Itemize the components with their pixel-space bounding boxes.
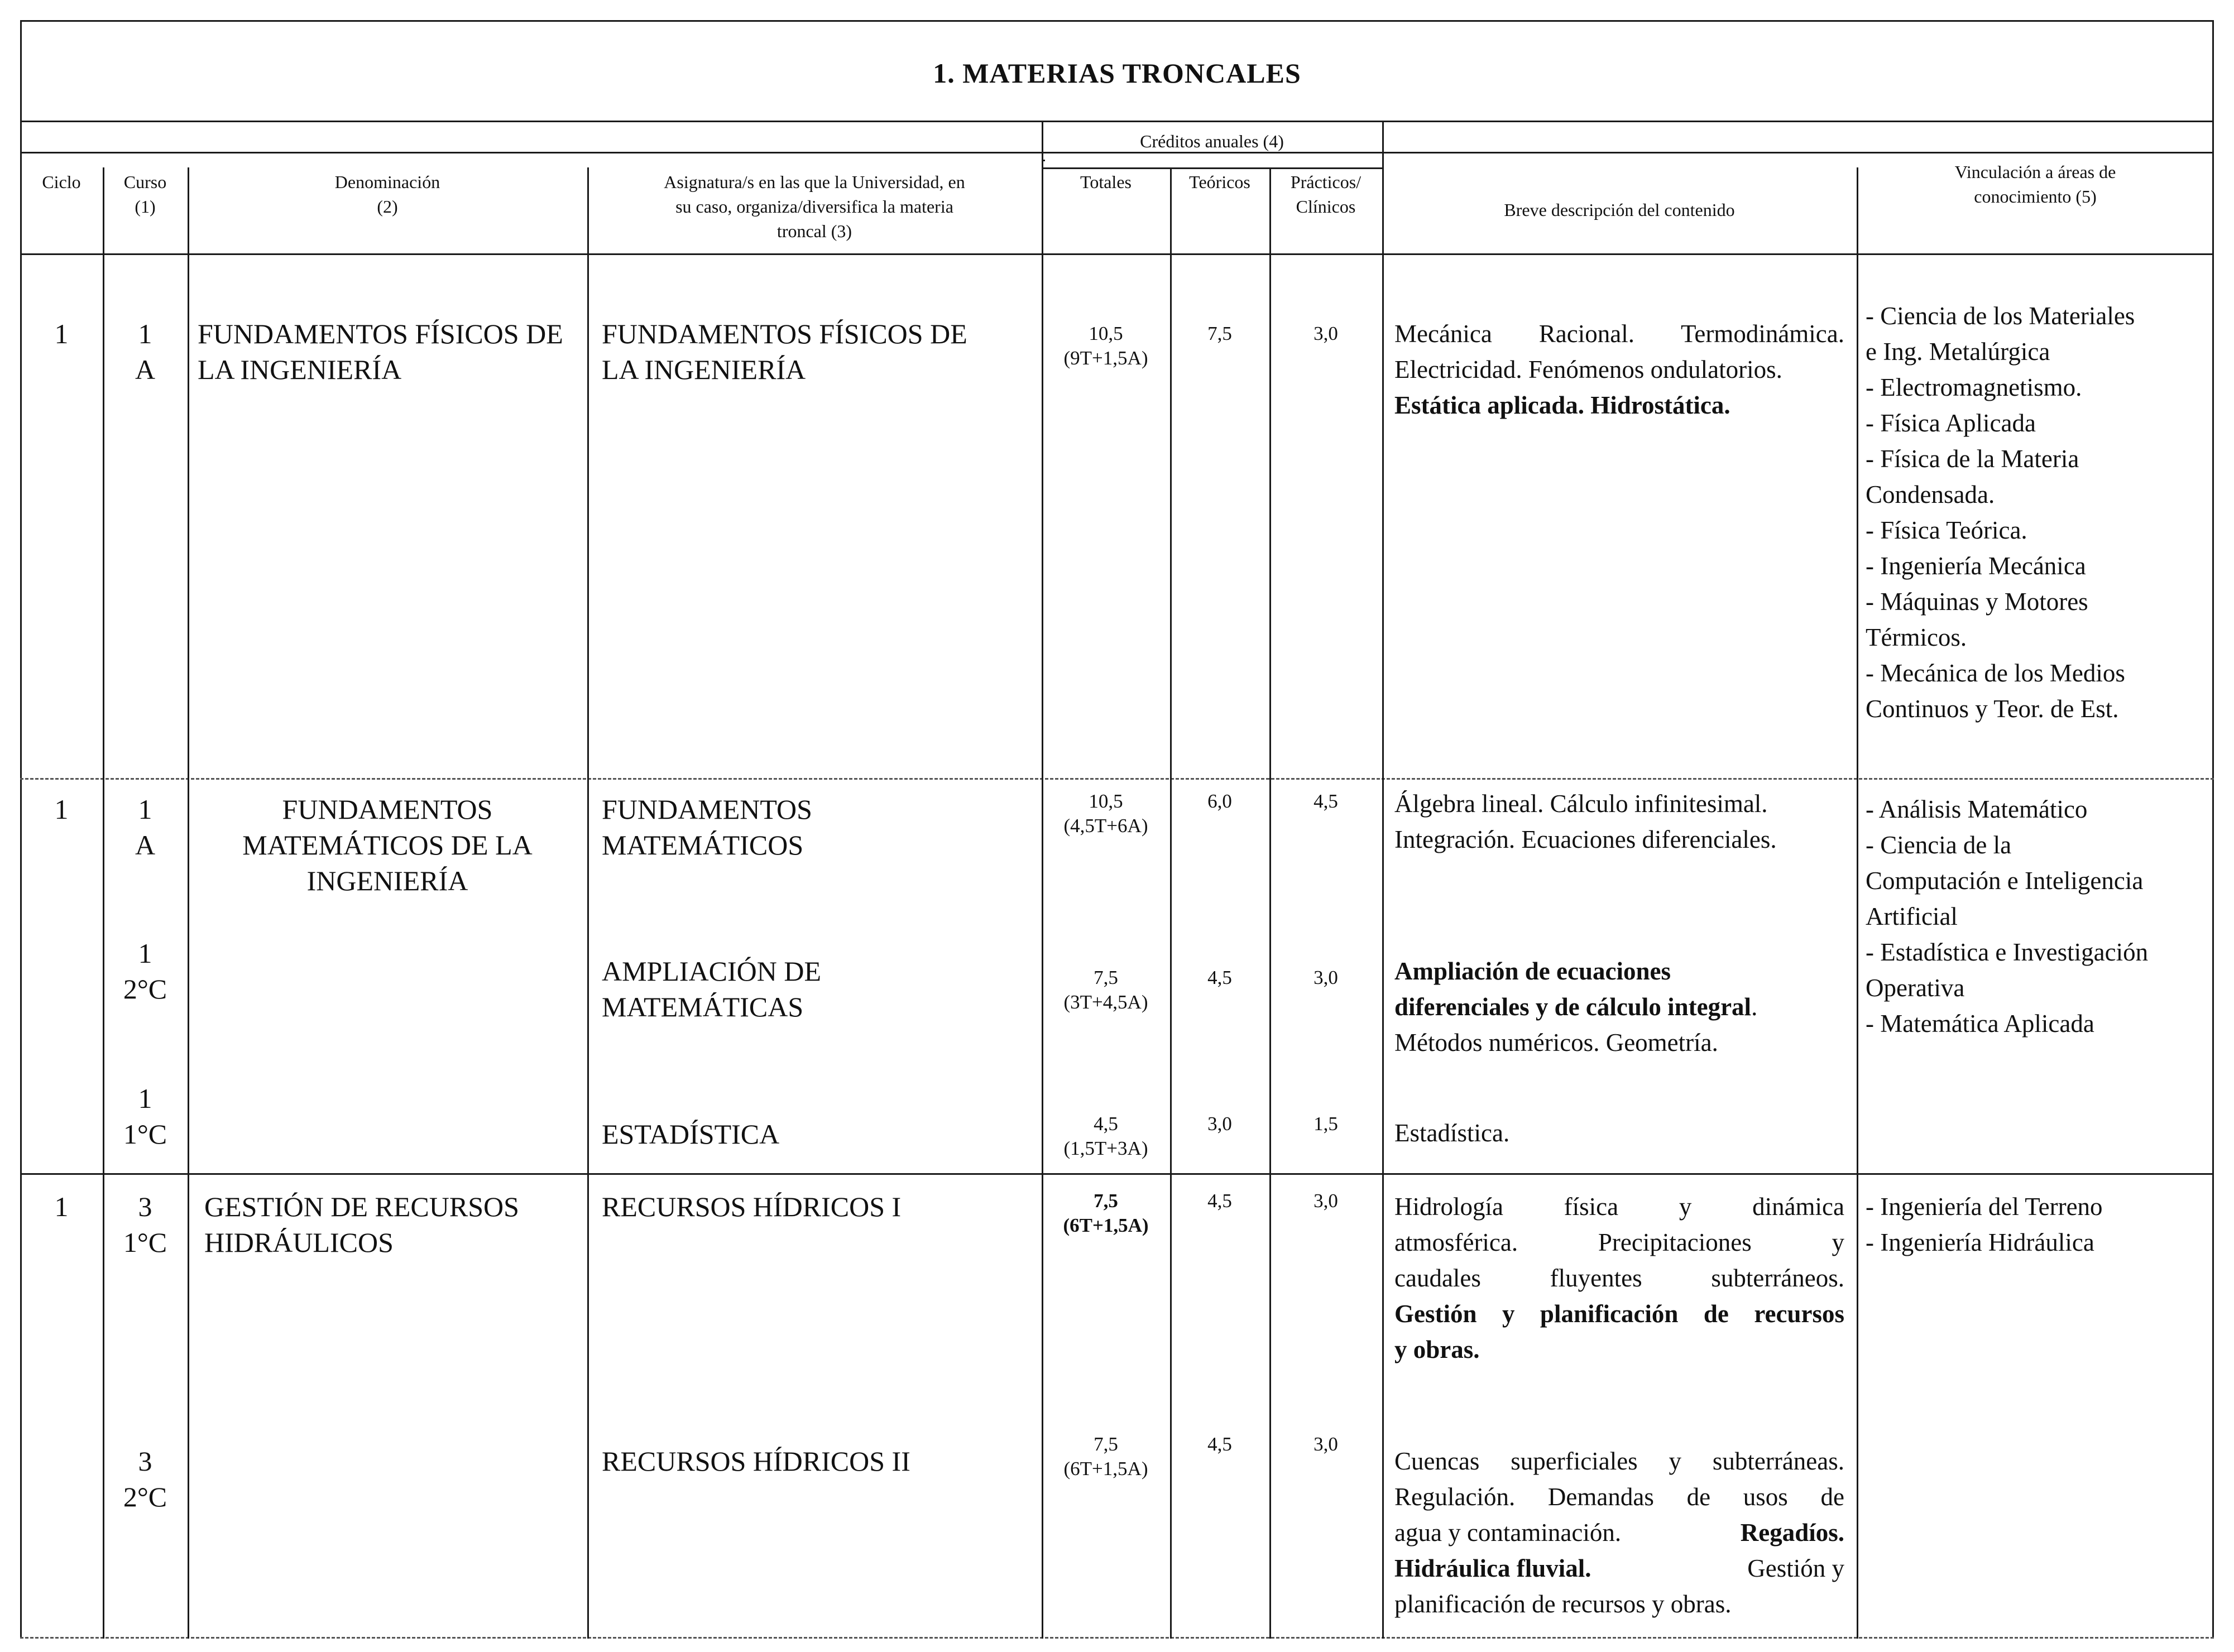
top-border <box>20 20 2214 22</box>
row3-denominacion-line: GESTIÓN DE RECURSOS <box>204 1191 519 1222</box>
area-item: - Matemática Aplicada <box>1866 1010 2094 1038</box>
descripcion-bold-line: Ampliación de ecuaciones <box>1394 957 1671 985</box>
area-item: - Mecánica de los Medios <box>1866 659 2125 687</box>
row3-s1-descripcion <box>1394 1189 1844 1367</box>
header-descripcion: Breve descripción del contenido <box>1504 200 1735 220</box>
header-bottom-line <box>20 253 2214 255</box>
row2-s2-totales <box>1042 966 1170 1015</box>
row2-s3-descripcion <box>1394 1115 1509 1151</box>
totales-breakdown: (3T+4,5A) <box>1063 991 1148 1013</box>
descripcion-line: Estadística. <box>1394 1119 1510 1147</box>
row1-descripcion <box>1394 316 1844 423</box>
descripcion-line: Regulación. Demandas de usos de <box>1394 1483 1844 1511</box>
row2-s1-asignatura <box>602 791 812 863</box>
area-item: Térmicos. <box>1866 623 1967 651</box>
area-item: - Ingeniería Mecánica <box>1866 552 2086 580</box>
descripcion-line: Hidrología física y dinámica <box>1394 1193 1844 1221</box>
row2-s2-asignatura <box>602 953 821 1025</box>
area-item: Artificial <box>1866 902 1958 930</box>
descripcion-line: Integración. Ecuaciones diferenciales. <box>1394 825 1777 853</box>
row2-denominacion-line: FUNDAMENTOS <box>282 794 493 825</box>
row1-asignatura-line: LA INGENIERÍA <box>602 354 806 385</box>
header-denominacion-line: (2) <box>377 196 398 217</box>
curso-line: 1 <box>138 794 152 825</box>
left-border <box>20 20 22 1639</box>
row-separator-1 <box>20 778 2214 780</box>
descripcion-line: agua y contaminación. <box>1394 1519 1622 1547</box>
header-asignatura-line: troncal (3) <box>776 221 852 241</box>
descripcion-tail: . <box>1751 993 1758 1021</box>
row3-s1-practicos: 3,0 <box>1313 1190 1338 1212</box>
row2-s1-practicos: 4,5 <box>1313 790 1338 812</box>
descripcion-tail: planificación de recursos y obras. <box>1394 1590 1732 1618</box>
totales-breakdown: (6T+1,5A) <box>1063 1214 1149 1236</box>
area-item: Continuos y Teor. de Est. <box>1866 695 2119 723</box>
area-item: - Análisis Matemático <box>1866 795 2088 823</box>
header-vinculacion <box>1857 160 2214 209</box>
descripcion-line: Cuencas superficiales y subterráneas. <box>1394 1447 1844 1475</box>
col-line-ciclo <box>103 167 104 1639</box>
col-line-practicos <box>1382 121 1384 1639</box>
header-teoricos: Teóricos <box>1189 172 1250 192</box>
row3-s2-totales <box>1042 1432 1170 1481</box>
area-item: e Ing. Metalúrgica <box>1866 338 2050 366</box>
area-item: - Ingeniería del Terreno <box>1866 1193 2103 1221</box>
row1-curso-line: 1 <box>138 318 152 349</box>
curso-line: 2°C <box>123 973 167 1005</box>
area-item: Operativa <box>1866 974 1965 1002</box>
area-item: - Estadística e Investigación <box>1866 938 2149 966</box>
header-totales: Totales <box>1080 172 1132 192</box>
totales-breakdown: (4,5T+6A) <box>1063 815 1148 837</box>
header-curso-line: Curso <box>123 172 167 192</box>
asignatura-line: ESTADÍSTICA <box>602 1118 780 1150</box>
descripcion-tail: Gestión y <box>1747 1554 1844 1582</box>
row1-asignatura <box>602 316 967 387</box>
row1-asignatura-line: FUNDAMENTOS FÍSICOS DE <box>602 318 967 349</box>
descripcion-line: caudales fluyentes subterráneos. <box>1394 1264 1844 1292</box>
row3-s2-asignatura <box>602 1443 910 1479</box>
row3-s1-teoricos: 4,5 <box>1207 1190 1232 1212</box>
area-item: - Máquinas y Motores <box>1866 588 2088 616</box>
row1-denominacion-line: LA INGENIERÍA <box>198 354 402 385</box>
header-asignatura-line: Asignatura/s en las que la Universidad, en <box>664 172 965 192</box>
row3-s2-practicos: 3,0 <box>1313 1433 1338 1455</box>
row2-denominacion-line: MATEMÁTICOS DE LA <box>242 829 533 861</box>
row1-practicos: 3,0 <box>1313 323 1338 344</box>
curso-line: 3 <box>138 1446 152 1477</box>
row1-denominacion <box>198 316 563 387</box>
header-ciclo: Ciclo <box>42 172 81 192</box>
row1-totales-value: 10,5 <box>1089 323 1123 344</box>
descripcion-bold-line: diferenciales y de cálculo integral <box>1394 993 1752 1021</box>
row2-s3-practicos: 1,5 <box>1313 1113 1338 1135</box>
totales-value: 7,5 <box>1094 1433 1118 1455</box>
row1-descripcion-bold: Estática aplicada. Hidrostática. <box>1394 391 1730 419</box>
totales-value: 7,5 <box>1094 967 1118 988</box>
row2-s3-totales <box>1042 1112 1170 1161</box>
row3-vinculacion <box>1866 1189 2103 1260</box>
row3-ciclo: 1 <box>54 1191 69 1222</box>
row2-denominacion-line: INGENIERÍA <box>306 865 468 896</box>
row3-s2-descripcion <box>1394 1443 1844 1622</box>
row2-denominacion <box>188 791 587 899</box>
row2-s2-descripcion <box>1394 953 1757 1060</box>
row1-ciclo: 1 <box>54 318 69 349</box>
area-item: Computación e Inteligencia <box>1866 867 2144 895</box>
asignatura-line: MATEMÁTICAS <box>602 991 804 1022</box>
row3-denominacion <box>204 1189 519 1260</box>
curso-line: 2°C <box>123 1481 167 1512</box>
totales-breakdown: (6T+1,5A) <box>1063 1458 1148 1480</box>
page-title: 1. MATERIAS TRONCALES <box>933 57 1301 89</box>
row2-s1-teoricos: 6,0 <box>1207 790 1232 812</box>
asignatura-line: AMPLIACIÓN DE <box>602 955 822 987</box>
header-vinculacion-line: conocimiento (5) <box>1974 186 2097 206</box>
totales-value: 7,5 <box>1094 1190 1118 1212</box>
row1-vinculacion <box>1866 298 2135 727</box>
descripcion-line: Métodos numéricos. Geometría. <box>1394 1029 1718 1056</box>
row2-s3-asignatura <box>602 1116 779 1152</box>
col-line-teoricos <box>1269 167 1271 1639</box>
col-line-denominacion <box>587 167 589 1639</box>
descripcion-bold-line: Gestión y planificación de recursos <box>1394 1300 1844 1328</box>
header-practicos-line: Prácticos/ <box>1290 172 1362 192</box>
row1-curso-line: A <box>135 354 156 385</box>
header-denominacion-line: Denominación <box>334 172 440 192</box>
credits-subheader-line <box>1042 167 1382 169</box>
row1-teoricos: 7,5 <box>1207 323 1232 344</box>
row3-s2-curso <box>103 1443 188 1515</box>
row2-s1-descripcion <box>1394 786 1777 857</box>
descripcion-line: atmosférica. Precipitaciones y <box>1394 1228 1844 1256</box>
asignatura-line: RECURSOS HÍDRICOS II <box>602 1446 910 1477</box>
header-denominacion <box>188 170 587 219</box>
right-border <box>2212 20 2214 1639</box>
row2-s2-curso <box>103 935 188 1007</box>
row2-s3-curso <box>103 1080 188 1152</box>
area-item: - Ciencia de la <box>1866 831 2012 859</box>
row1-descripcion-line: Electricidad. Fenómenos ondulatorios. <box>1394 356 1782 383</box>
row3-s1-totales <box>1042 1189 1170 1238</box>
col-line-curso <box>188 167 189 1639</box>
header-creditos-anuales: Créditos anuales (4) <box>1140 131 1284 151</box>
totales-value: 10,5 <box>1089 790 1123 812</box>
area-item: - Ingeniería Hidráulica <box>1866 1228 2094 1256</box>
row2-ciclo: 1 <box>54 794 69 825</box>
row1-totales <box>1042 321 1170 371</box>
area-item: - Electromagnetismo. <box>1866 373 2082 401</box>
row1-descripcion-line: Mecánica Racional. Termodinámica. <box>1394 320 1844 348</box>
area-item: - Física Teórica. <box>1866 516 2027 544</box>
row3-denominacion-line: HIDRÁULICOS <box>204 1227 394 1258</box>
header-asignatura <box>587 170 1042 243</box>
header-practicos-line: Clínicos <box>1296 196 1356 217</box>
row3-s1-curso <box>103 1189 188 1260</box>
row3-s1-asignatura <box>602 1189 901 1224</box>
descripcion-bold-word: Regadíos. <box>1740 1519 1844 1547</box>
row2-vinculacion <box>1866 791 2148 1041</box>
descripcion-line: Álgebra lineal. Cálculo infinitesimal. <box>1394 790 1768 818</box>
col-line-descripcion <box>1857 167 1858 1639</box>
area-item: - Ciencia de los Materiales <box>1866 302 2135 330</box>
area-item: - Física de la Materia <box>1866 445 2079 473</box>
header-vinculacion-line: Vinculación a áreas de <box>1954 162 2116 182</box>
curso-line: A <box>135 829 156 861</box>
row2-s1-curso <box>103 791 188 863</box>
curso-line: 1 <box>138 1083 152 1114</box>
curso-line: 1°C <box>123 1118 167 1150</box>
row2-s2-practicos: 3,0 <box>1313 967 1338 988</box>
curso-line: 3 <box>138 1191 152 1222</box>
totales-breakdown: (1,5T+3A) <box>1063 1137 1148 1159</box>
curso-line: 1°C <box>123 1227 167 1258</box>
asignatura-line: MATEMÁTICOS <box>602 829 804 861</box>
col-line-totales <box>1170 167 1172 1639</box>
row1-denominacion-line: FUNDAMENTOS FÍSICOS DE <box>198 318 563 349</box>
header-curso-line: (1) <box>135 196 156 217</box>
totales-value: 4,5 <box>1094 1113 1118 1135</box>
area-item: - Física Aplicada <box>1866 409 2036 437</box>
row1-curso <box>103 316 188 387</box>
header-practicos <box>1269 170 1382 219</box>
header-asignatura-line: su caso, organiza/diversifica la materia <box>675 196 953 217</box>
asignatura-line: RECURSOS HÍDRICOS I <box>602 1191 902 1222</box>
bottom-edge <box>20 1637 2214 1639</box>
row-separator-2 <box>20 1173 2214 1175</box>
area-item: Condensada. <box>1866 481 1995 508</box>
curso-line: 1 <box>138 938 152 969</box>
document-page <box>20 20 2214 1639</box>
row3-s2-teoricos: 4,5 <box>1207 1433 1232 1455</box>
row2-s1-totales <box>1042 789 1170 838</box>
descripcion-bold-line: Hidráulica fluvial. <box>1394 1554 1591 1582</box>
row2-s3-teoricos: 3,0 <box>1207 1113 1232 1135</box>
row1-totales-breakdown: (9T+1,5A) <box>1063 347 1148 369</box>
row2-s2-teoricos: 4,5 <box>1207 967 1232 988</box>
descripcion-bold-line: y obras. <box>1394 1336 1480 1363</box>
title-bottom-border <box>20 121 2214 122</box>
header-curso <box>103 170 188 219</box>
asignatura-line: FUNDAMENTOS <box>602 794 812 825</box>
